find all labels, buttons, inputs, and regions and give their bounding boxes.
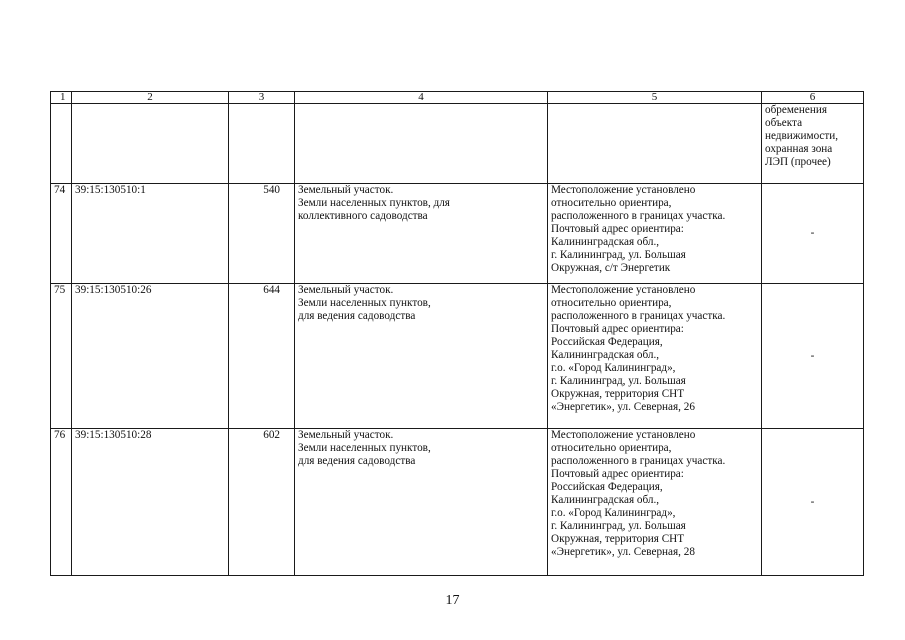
- row-number: 74: [51, 184, 72, 284]
- column-number-5: 5: [548, 92, 762, 104]
- table-row: [51, 429, 864, 576]
- column-number-3: 3: [229, 92, 295, 104]
- column-number-1: 1: [51, 92, 72, 104]
- continued-header-row: [51, 104, 864, 184]
- area-value: 644: [229, 284, 295, 429]
- row-number: 75: [51, 284, 72, 429]
- encumbrance-value: -: [762, 284, 864, 429]
- empty-cell: [72, 104, 229, 184]
- table-row: [51, 284, 864, 429]
- page-number: 17: [445, 593, 460, 608]
- column-number-row: [51, 92, 864, 104]
- plot-description: Земельный участок. Земли населенных пунктов, для ведения садоводства: [295, 429, 548, 576]
- column-number-6: 6: [762, 92, 864, 104]
- plot-description: Земельный участок. Земли населенных пунктов, для ведения садоводства: [295, 284, 548, 429]
- table-row: [51, 184, 864, 284]
- plot-description: Земельный участок. Земли населенных пунктов, для коллективного садоводства: [295, 184, 548, 284]
- area-value: 540: [229, 184, 295, 284]
- area-value: 602: [229, 429, 295, 576]
- encumbrance-value: -: [762, 184, 864, 284]
- empty-cell: [295, 104, 548, 184]
- plot-location: Местоположение установлено относительно ориентира, расположенного в границах участка. Почтовый адрес ориентира: Российская Федерация, Калининградская обл., г.о. «Город Калининград», г. Калининград, ул. Большая Окружная, территория СНТ «Энергетик», ул. Северная, 26: [548, 284, 762, 429]
- empty-cell: [51, 104, 72, 184]
- empty-cell: [548, 104, 762, 184]
- cadastral-number: 39:15:130510:1: [72, 184, 229, 284]
- empty-cell: [229, 104, 295, 184]
- row-number: 76: [51, 429, 72, 576]
- plot-location: Местоположение установлено относительно ориентира, расположенного в границах участка. Почтовый адрес ориентира: Калининградская обл., г. Калининград, ул. Большая Окружная, с/т Энергетик: [548, 184, 762, 284]
- plot-location: Местоположение установлено относительно ориентира, расположенного в границах участка. Почтовый адрес ориентира: Российская Федерация, Калининградская обл., г.о. «Город Калининград», г. Калининград, ул. Большая Окружная, территория СНТ «Энергетик», ул. Северная, 28: [548, 429, 762, 576]
- land-plots-table: [50, 91, 864, 576]
- encumbrance-value: -: [762, 429, 864, 576]
- column-number-4: 4: [295, 92, 548, 104]
- encumbrance-header-continued: обременения объекта недвижимости, охранная зона ЛЭП (прочее): [762, 104, 864, 184]
- cadastral-number: 39:15:130510:26: [72, 284, 229, 429]
- cadastral-number: 39:15:130510:28: [72, 429, 229, 576]
- column-number-2: 2: [72, 92, 229, 104]
